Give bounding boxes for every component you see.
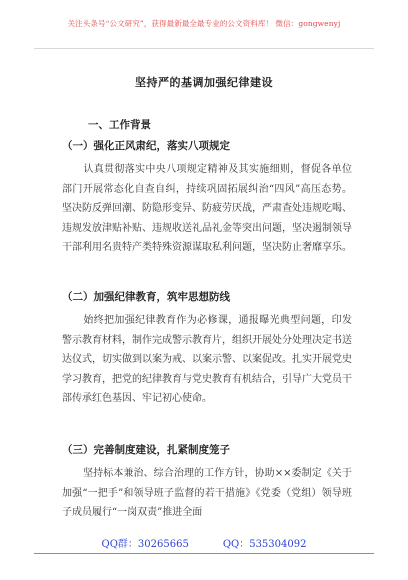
subsection-heading-1: （一）强化正风肃纪，落实八项规定 (62, 140, 230, 152)
header-divider (34, 48, 374, 49)
footer-contact (0, 535, 408, 550)
section-title: 一、工作背景 (88, 119, 151, 131)
subsection-body-1-text: 认真贯彻落实中央八项规定精神及其实施细则，督促各单位部门开展常态化自查自纠，持续巩固拓展纠治“四风”高压态势。坚决防反弹回潮、防隐形变异、防疲劳厌战，严肃查处违规吃喝、违规发放津贴补贴、违规收送礼品礼金等突出问题，坚决遏制领导干部利用名贵特产类特殊资源谋取私利问题，坚决防止奢靡享乐。 (62, 164, 352, 253)
subsection-body-3 (62, 464, 352, 523)
subsection-body-2-text: 始终把加强纪律教育作为必修课，通报曝光典型问题，印发警示教育材料，制作完成警示教育片，组织开展处分处理决定书送达仪式，切实做到以案为戒、以案示警、以案促改。扎实开展党史学习教育，把党的纪律教育与党史教育有机结合，引导广大党员干部传承红色基因、牢记初心使命。 (62, 315, 352, 404)
document-title: 坚持严的基调加强纪律建设 (135, 76, 273, 89)
footer-qq-number: QQ：535304092 (222, 539, 307, 550)
subsection-body-2 (62, 311, 352, 409)
subsection-body-1 (62, 160, 352, 258)
header-promo-text: 关注头条号“公文研究”，获得最新最全最专业的公文资料库！ 微信：gongwenyj (67, 19, 341, 28)
subsection-body-3-text: 坚持标本兼治、综合治理的工作方针，协助××委制定《关于加强“一把手”和领导班子监督的若干措施》《党委（党组）领导班子成员履行“一岗双责”推进全面 (62, 468, 352, 518)
subsection-heading-2: （二）加强纪律教育，筑牢思想防线 (62, 291, 230, 303)
subsection-heading-3: （三）完善制度建设，扎紧制度笼子 (62, 444, 230, 456)
footer-qq-group: QQ群：30265665 (101, 539, 189, 550)
footer-divider (34, 553, 374, 554)
